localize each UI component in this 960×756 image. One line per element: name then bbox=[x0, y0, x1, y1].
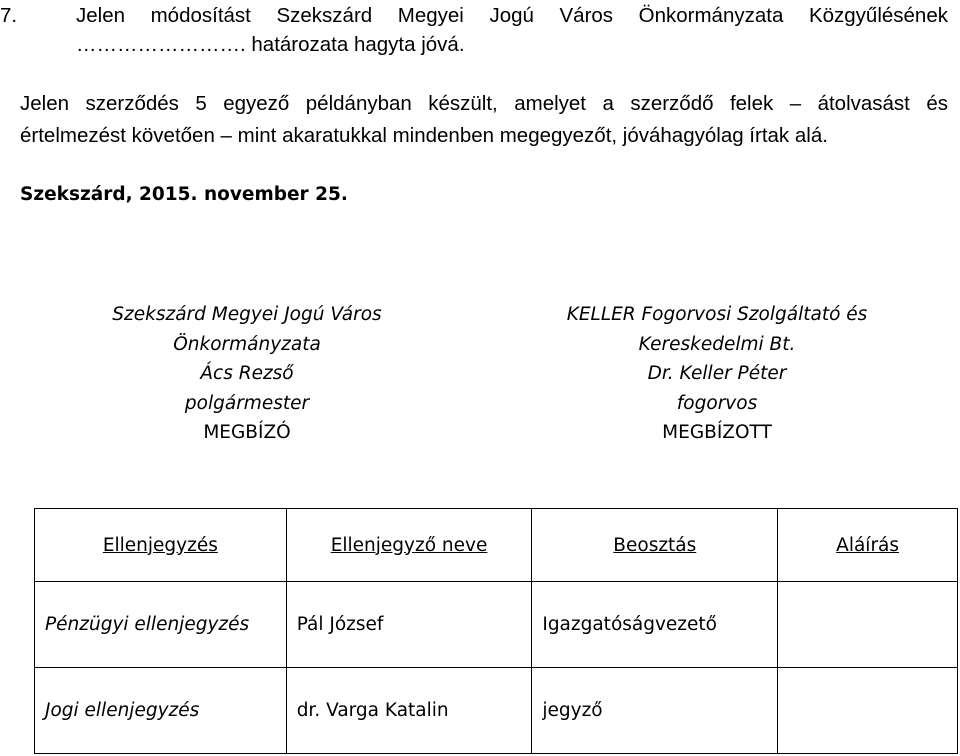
principal-name: Ács Rezső bbox=[200, 363, 294, 384]
signature-cell bbox=[778, 668, 958, 754]
principal-role: MEGBÍZÓ bbox=[203, 422, 291, 443]
signature-block-principal bbox=[37, 300, 457, 448]
principal-org-line1: Szekszárd Megyei Jogú Város bbox=[112, 304, 382, 325]
approver-name-cell: dr. Varga Katalin bbox=[286, 668, 532, 754]
paragraph-line2: értelmezést követően – mint akaratukkal mindenben megegyezőt, jóváhagyólag írtak alá. bbox=[20, 124, 828, 147]
approval-type-cell: Pénzügyi ellenjegyzés bbox=[35, 582, 287, 668]
signing-date: Szekszárd, 2015. november 25. bbox=[20, 184, 348, 205]
position-cell: Igazgatóságvezető bbox=[532, 582, 778, 668]
agent-name: Dr. Keller Péter bbox=[647, 363, 787, 384]
signature-block-agent bbox=[507, 300, 927, 448]
approver-name-cell: Pál József bbox=[286, 582, 532, 668]
table-header-row bbox=[35, 509, 958, 582]
header-approver-name: Ellenjegyző neve bbox=[286, 509, 532, 582]
table-row bbox=[35, 668, 958, 754]
agent-role: MEGBÍZOTT bbox=[662, 422, 772, 443]
paragraph-line1: Jelen szerződés 5 egyező példányban készült, amelyet a szerződő felek – átolvasást és bbox=[20, 92, 948, 115]
approval-table bbox=[34, 508, 958, 754]
signature-cell bbox=[778, 582, 958, 668]
principal-title: polgármester bbox=[184, 392, 310, 414]
header-position: Beosztás bbox=[532, 509, 778, 582]
position-cell: jegyző bbox=[532, 668, 778, 754]
table-row bbox=[35, 582, 958, 668]
item-text-line1: Jelen módosítást Szekszárd Megyei Jogú Város Önkormányzata Közgyűlésének bbox=[76, 4, 948, 27]
item-text-line2: ……………………. határozata hagyta jóvá. bbox=[76, 33, 465, 56]
item-number: 7. bbox=[0, 4, 18, 27]
agent-org-line2: Kereskedelmi Bt. bbox=[638, 333, 796, 355]
approval-type-cell: Jogi ellenjegyzés bbox=[35, 668, 287, 754]
principal-org-line2: Önkormányzata bbox=[173, 333, 321, 355]
header-approval-type: Ellenjegyzés bbox=[35, 509, 287, 582]
agent-org-line1: KELLER Fogorvosi Szolgáltató és bbox=[566, 304, 868, 325]
agent-title: fogorvos bbox=[676, 392, 758, 414]
header-signature: Aláírás bbox=[778, 509, 958, 582]
